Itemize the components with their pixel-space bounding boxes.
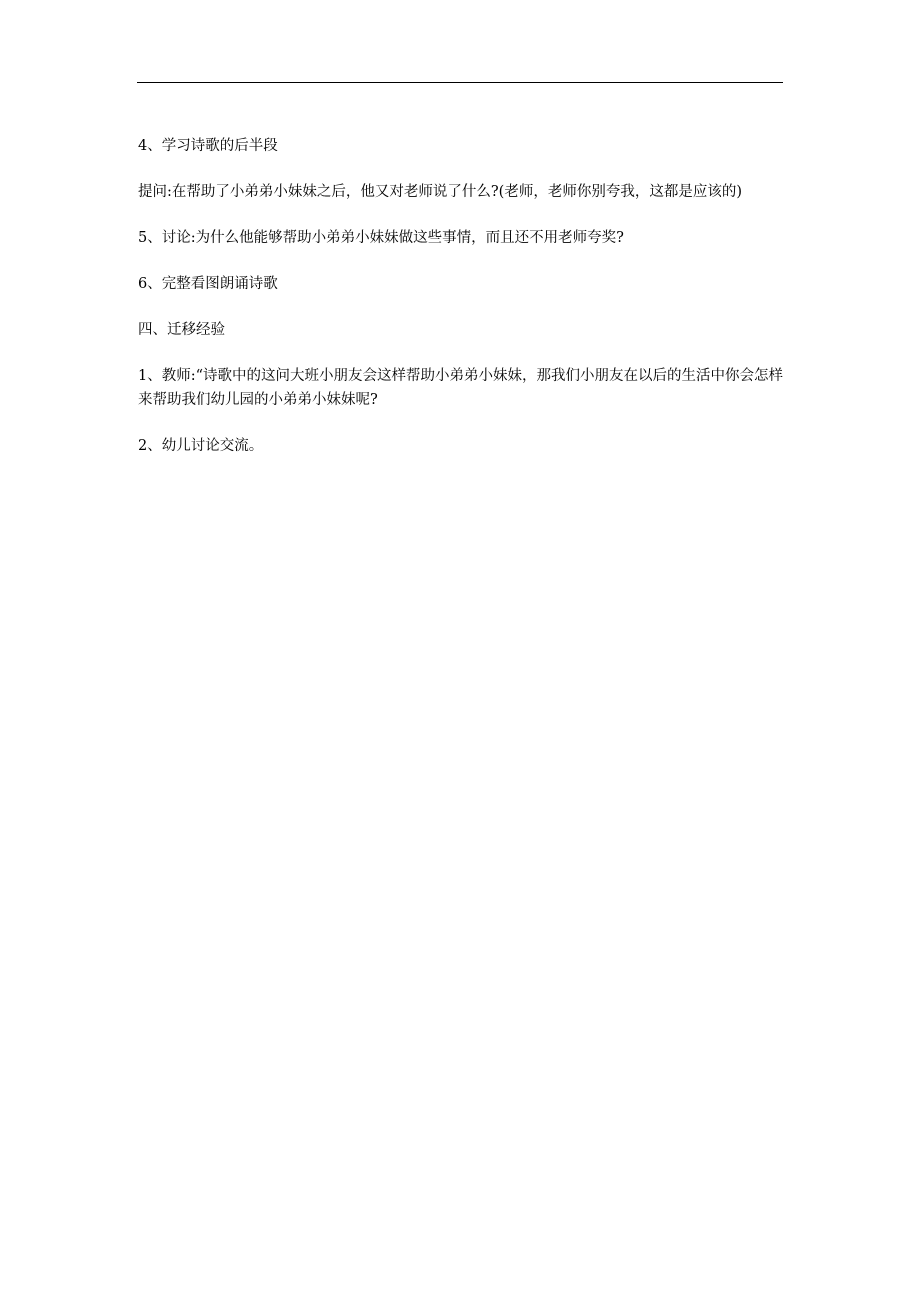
paragraph-question: 提问:在帮助了小弟弟小妹妹之后，他又对老师说了什么?(老师，老师你别夸我，这都是应该的) [138,184,742,200]
paragraph-discussion: 2、幼儿讨论交流。 [138,438,264,454]
section-heading-transfer: 四、迁移经验 [138,322,225,338]
paragraph-step-5: 5、讨论:为什么他能够帮助小弟弟小妹妹做这些事情，而且还不用老师夸奖? [138,230,624,246]
header-rule [137,82,783,83]
document-body [138,134,784,480]
paragraph-step-4: 4、学习诗歌的后半段 [138,138,278,154]
paragraph-teacher: 1、教师:“诗歌中的这问大班小朋友会这样帮助小弟弟小妹妹，那我们小朋友在以后的生活中你会怎样来帮助我们幼儿园的小弟弟小妹妹呢? [138,368,784,408]
paragraph-step-6: 6、完整看图朗诵诗歌 [138,276,278,292]
